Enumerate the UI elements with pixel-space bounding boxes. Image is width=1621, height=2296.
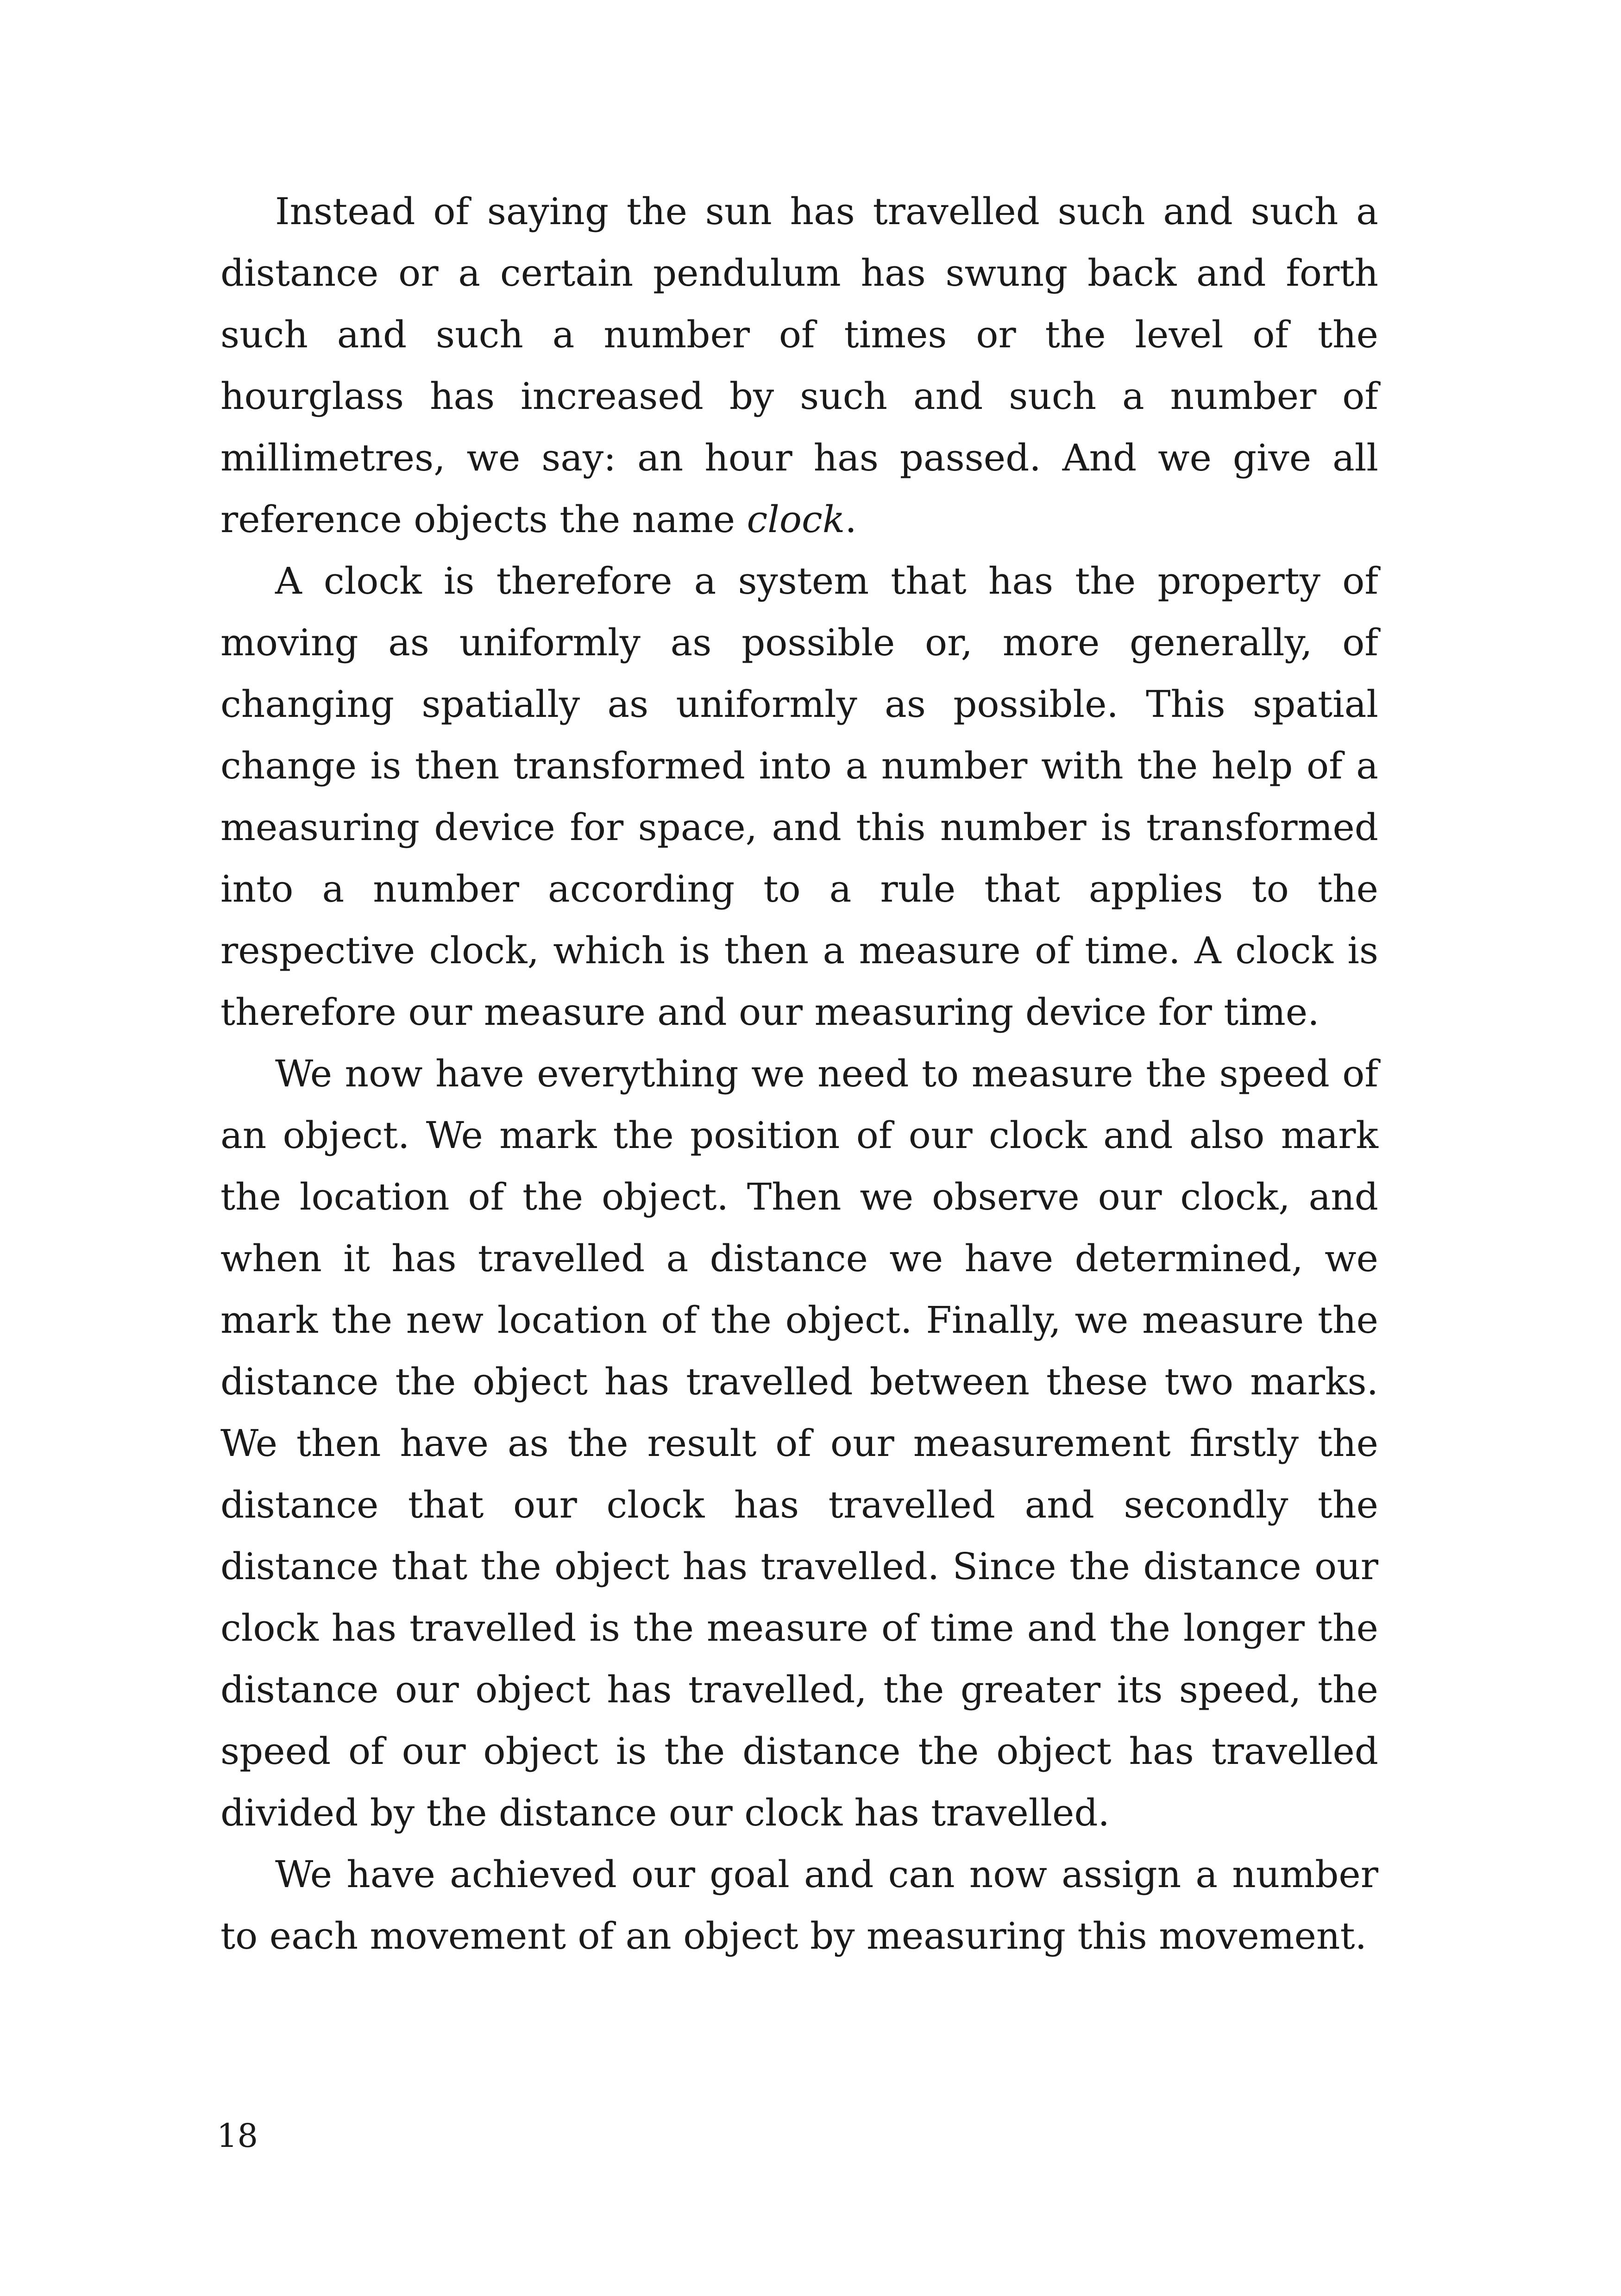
- page-number: 18: [217, 2117, 258, 2155]
- paragraph-clock-system: A clock is therefore a system that has the property of moving as uniformly as possible or, more generally, of changing spatially as uniformly as possible. This spatial change is then transformed into a number with the help of a measuring device for space, and this number is transformed into a number according to a rule that applies to the respective clock, which is then a measure of time. A clock is therefore our measure and our measuring device for time.: [220, 559, 1378, 1034]
- paragraph-clock-definition: [220, 181, 1378, 550]
- body-text: [220, 181, 1378, 1967]
- paragraph-text-end: .: [845, 498, 857, 541]
- paragraph-goal-achieved: We have achieved our goal and can now assign a number to each movement of an object by measuring this movement.: [220, 1853, 1378, 1957]
- paragraph-measure-speed: We now have everything we need to measure the speed of an object. We mark the position of our clock and also mark the location of the object. Then we observe our clock, and when it has travelled a distance we have determined, we mark the new location of the object. Finally, we measure the distance the object has travelled between these two marks. We then have as the result of our measurement firstly the distance that our clock has travelled and secondly the distance that the object has travelled. Since the distance our clock has travelled is the measure of time and the longer the distance our object has travelled, the greater its speed, the speed of our object is the distance the object has travelled divided by the distance our clock has travelled.: [220, 1052, 1378, 1834]
- emphasized-term: clock: [747, 498, 845, 541]
- paragraph-text: Instead of saying the sun has travelled such and such a distance or a certain pendulum has swung back and forth such and such a number of times or the level of the hourglass has increased by such and such a number of millimetres, we say: an hour has passed. And we give all reference objects the name: [220, 190, 1378, 541]
